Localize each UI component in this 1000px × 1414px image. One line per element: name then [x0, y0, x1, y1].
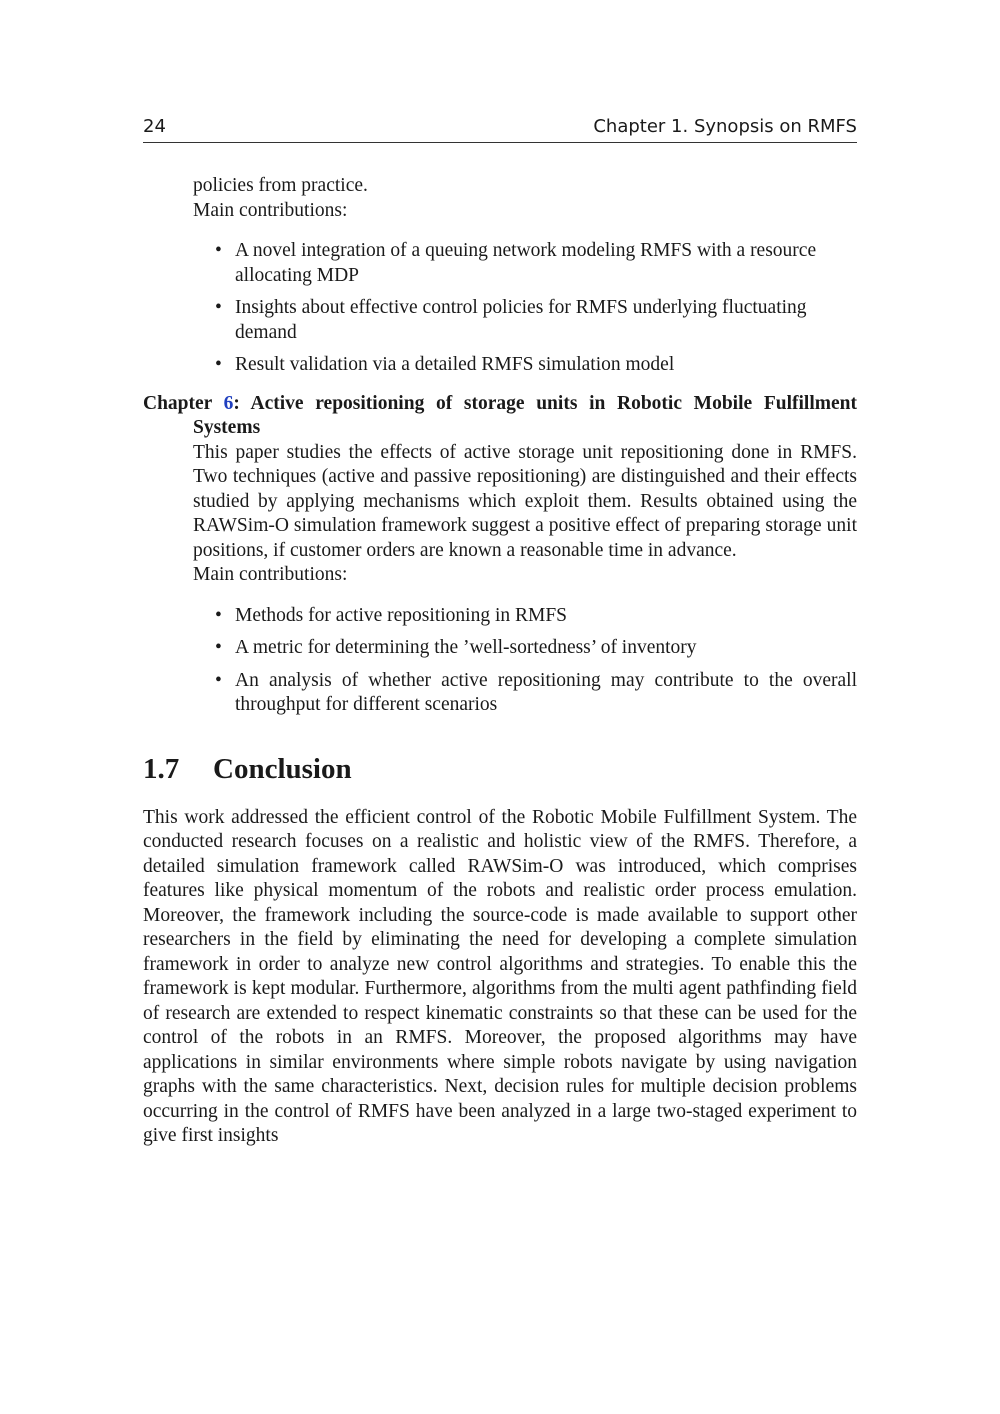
chapter-colon: : [233, 392, 240, 414]
contributions-list [143, 239, 857, 378]
contributions-label: Main contributions: [193, 564, 348, 585]
chapter-6-entry [143, 392, 857, 718]
chapter-body [193, 441, 857, 588]
list-item: • An analysis of whether active repositioning may contribute to the overall throughput for different scenarios [235, 669, 857, 718]
list-item: • Methods for active repositioning in RMFS [235, 604, 857, 629]
list-item: • A metric for determining the ’well-sortedness’ of inventory [235, 636, 857, 661]
chapter-description: This paper studies the effects of active storage unit repositioning done in RMFS. Two techniques (active and passive repositioning) are distinguished and their effects studied by applying mechanisms which exploit them. Results obtained using the RAWSim-O simulation framework suggest a positive effect of preparing storage unit positions, if customer orders are known a reasonable time in advance. [193, 441, 857, 561]
running-header [143, 114, 857, 143]
page-number: 24 [143, 116, 166, 137]
list-item: • A novel integration of a queuing network modeling RMFS with a resource allocating MDP [235, 239, 857, 288]
entry-continuation: policies from practice. [193, 175, 368, 196]
section-number: 1.7 [143, 752, 180, 785]
previous-entry-tail [193, 174, 857, 223]
list-item: • Result validation via a detailed RMFS simulation model [235, 353, 857, 378]
section-title: Conclusion [213, 752, 352, 785]
running-title: Chapter 1. Synopsis on RMFS [593, 116, 857, 137]
section-heading [143, 752, 857, 786]
section-paragraph: This work addressed the efficient control of the Robotic Mobile Fulfillment System. The conducted research focuses on a realistic and holistic view of the RMFS. Therefore, a detailed simulation framework called RAWSim-O was introduced, which comprises features like physical momentum of the robots and realistic order process emulation. Moreover, the framework including the source-code is made available to support other researchers in the field by eliminating the need for developing a complete simulation framework in order to analyze new control algorithms and strategies. To enable this the framework is kept modular. Furthermore, algorithms from the multi agent pathfinding field of research are extended to respect kinematic constraints so that these can be used for the control of the robots in an RMFS. Moreover, the proposed algorithms may have applications in similar environments where simple robots navigate by using navigation graphs with the same characteristics. Next, decision rules for multiple decision problems occurring in the control of RMFS have been analyzed in a large two-staged experiment to give first insights [143, 806, 857, 1146]
chapter-prefix: Chapter [143, 392, 224, 414]
list-item: • Insights about effective control policies for RMFS underlying fluctuating demand [235, 296, 857, 345]
chapter-heading [143, 392, 857, 441]
page-content [143, 174, 857, 1149]
chapter-link[interactable]: 6 [223, 392, 234, 414]
contributions-list [143, 604, 857, 718]
contributions-label: Main contributions: [193, 199, 348, 221]
chapter-title: Active repositioning of storage units in Robotic Mobile Fulfillment Systems [193, 392, 857, 438]
